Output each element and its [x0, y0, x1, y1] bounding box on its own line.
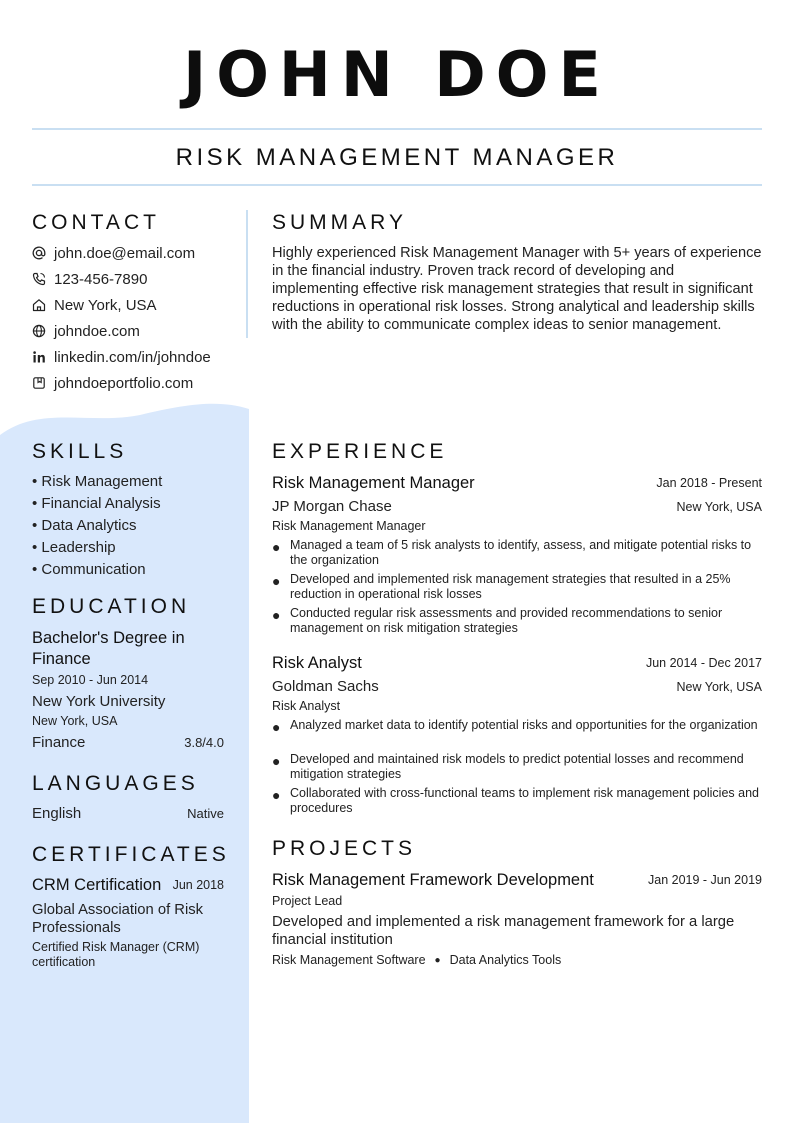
header-divider-top [32, 128, 762, 130]
education-school: New York University [32, 693, 166, 710]
project-role: Project Lead [272, 894, 343, 908]
education-heading: EDUCATION [32, 595, 191, 618]
job-bullet: ● Conducted regular risk assessments and provided recommendations to senior management on risk mitigation strategies [272, 606, 723, 635]
contact-email-text: john.doe@email.com [54, 244, 196, 262]
project-dates: Jan 2019 - Jun 2019 [648, 873, 762, 887]
certificate-name: CRM Certification [32, 876, 162, 894]
job-bullet: ● Analyzed market data to identify potential risks and opportunities for the organization [272, 718, 758, 735]
project-name: Risk Management Framework Development [272, 871, 594, 889]
job-company: Goldman Sachs [272, 678, 379, 695]
email-icon [32, 246, 46, 260]
job-role: Risk Analyst [272, 699, 341, 713]
portfolio-icon [32, 376, 46, 390]
job-location: New York, USA [676, 500, 762, 514]
language-name: English [32, 805, 82, 822]
certificate-description: Certified Risk Manager (CRM) certification [32, 940, 200, 969]
contact-website[interactable] [32, 321, 140, 341]
job-bullet: ● Developed and maintained risk models to predict potential losses and recommend mitigation strategies [272, 752, 744, 781]
job-title: Risk Analyst [272, 654, 362, 672]
phone-icon [32, 272, 46, 286]
job-bullet: ● Developed and implemented risk management strategies that resulted in a 25% reduction in operational risk losses [272, 572, 731, 601]
certificate-date: Jun 2018 [172, 878, 224, 892]
language-level: Native [187, 806, 224, 821]
job-title: Risk Management Manager [272, 474, 475, 492]
project-description: Developed and implemented a risk management framework for a large financial institution [272, 914, 735, 948]
contact-location-text: New York, USA [54, 296, 157, 314]
contact-phone[interactable] [32, 269, 147, 289]
contact-linkedin-text: linkedin.com/in/johndoe [54, 348, 211, 366]
project-tools [272, 953, 561, 967]
skill-item: • Leadership [32, 539, 116, 556]
skills-heading: SKILLS [32, 440, 128, 463]
education-degree: Bachelor's Degree in Finance [32, 629, 185, 668]
contact-heading: CONTACT [32, 211, 160, 234]
certificates-heading: CERTIFICATES [32, 843, 230, 866]
skill-item: • Financial Analysis [32, 495, 161, 512]
resume-job-title: RISK MANAGEMENT MANAGER [175, 144, 619, 171]
resume-name: JOHN DOE [183, 38, 611, 111]
contact-email[interactable] [32, 243, 195, 263]
tool-separator-dot: ● [434, 954, 441, 966]
contact-location [32, 295, 157, 315]
home-icon [32, 298, 46, 312]
education-gpa: 3.8/4.0 [184, 735, 224, 750]
education-location: New York, USA [32, 714, 118, 728]
project-tool: Data Analytics Tools [449, 953, 562, 967]
vertical-divider [246, 210, 248, 338]
globe-icon [32, 324, 46, 338]
project-tool: Risk Management Software [272, 953, 426, 967]
education-field: Finance [32, 734, 86, 751]
education-dates: Sep 2010 - Jun 2014 [32, 673, 149, 687]
job-dates: Jan 2018 - Present [656, 476, 762, 490]
summary-text: Highly experienced Risk Management Manager with 5+ years of experience in the financial industry. Proven track record of developing and implementing effective risk management strategies that result in significant reductions in operational risk losses. Strong analytical and leadership skills with the ability to communicate complex ideas to senior management. [272, 245, 762, 333]
skill-item: • Communication [32, 561, 146, 578]
certificate-issuer: Global Association of Risk Professionals [32, 902, 204, 936]
job-dates: Jun 2014 - Dec 2017 [645, 656, 762, 670]
job-location: New York, USA [676, 680, 762, 694]
job-bullet: ● Managed a team of 5 risk analysts to identify, assess, and mitigate potential risks to the organization [272, 538, 752, 567]
linkedin-icon [32, 350, 46, 364]
job-company: JP Morgan Chase [272, 498, 392, 515]
contact-linkedin[interactable] [32, 347, 211, 367]
header-divider-bottom [32, 184, 762, 186]
summary-heading: SUMMARY [272, 211, 407, 234]
job-bullet: ● Collaborated with cross-functional teams to implement risk management policies and procedures [272, 786, 759, 815]
projects-heading: PROJECTS [272, 837, 417, 860]
skill-item: • Risk Management [32, 473, 163, 490]
job-role: Risk Management Manager [272, 519, 426, 533]
contact-website-text: johndoe.com [54, 322, 140, 340]
contact-portfolio-text: johndoeportfolio.com [54, 374, 194, 392]
experience-heading: EXPERIENCE [272, 440, 448, 463]
contact-phone-text: 123-456-7890 [54, 270, 148, 288]
languages-heading: LANGUAGES [32, 772, 199, 795]
contact-portfolio[interactable] [32, 373, 193, 393]
skill-item: • Data Analytics [32, 517, 137, 534]
